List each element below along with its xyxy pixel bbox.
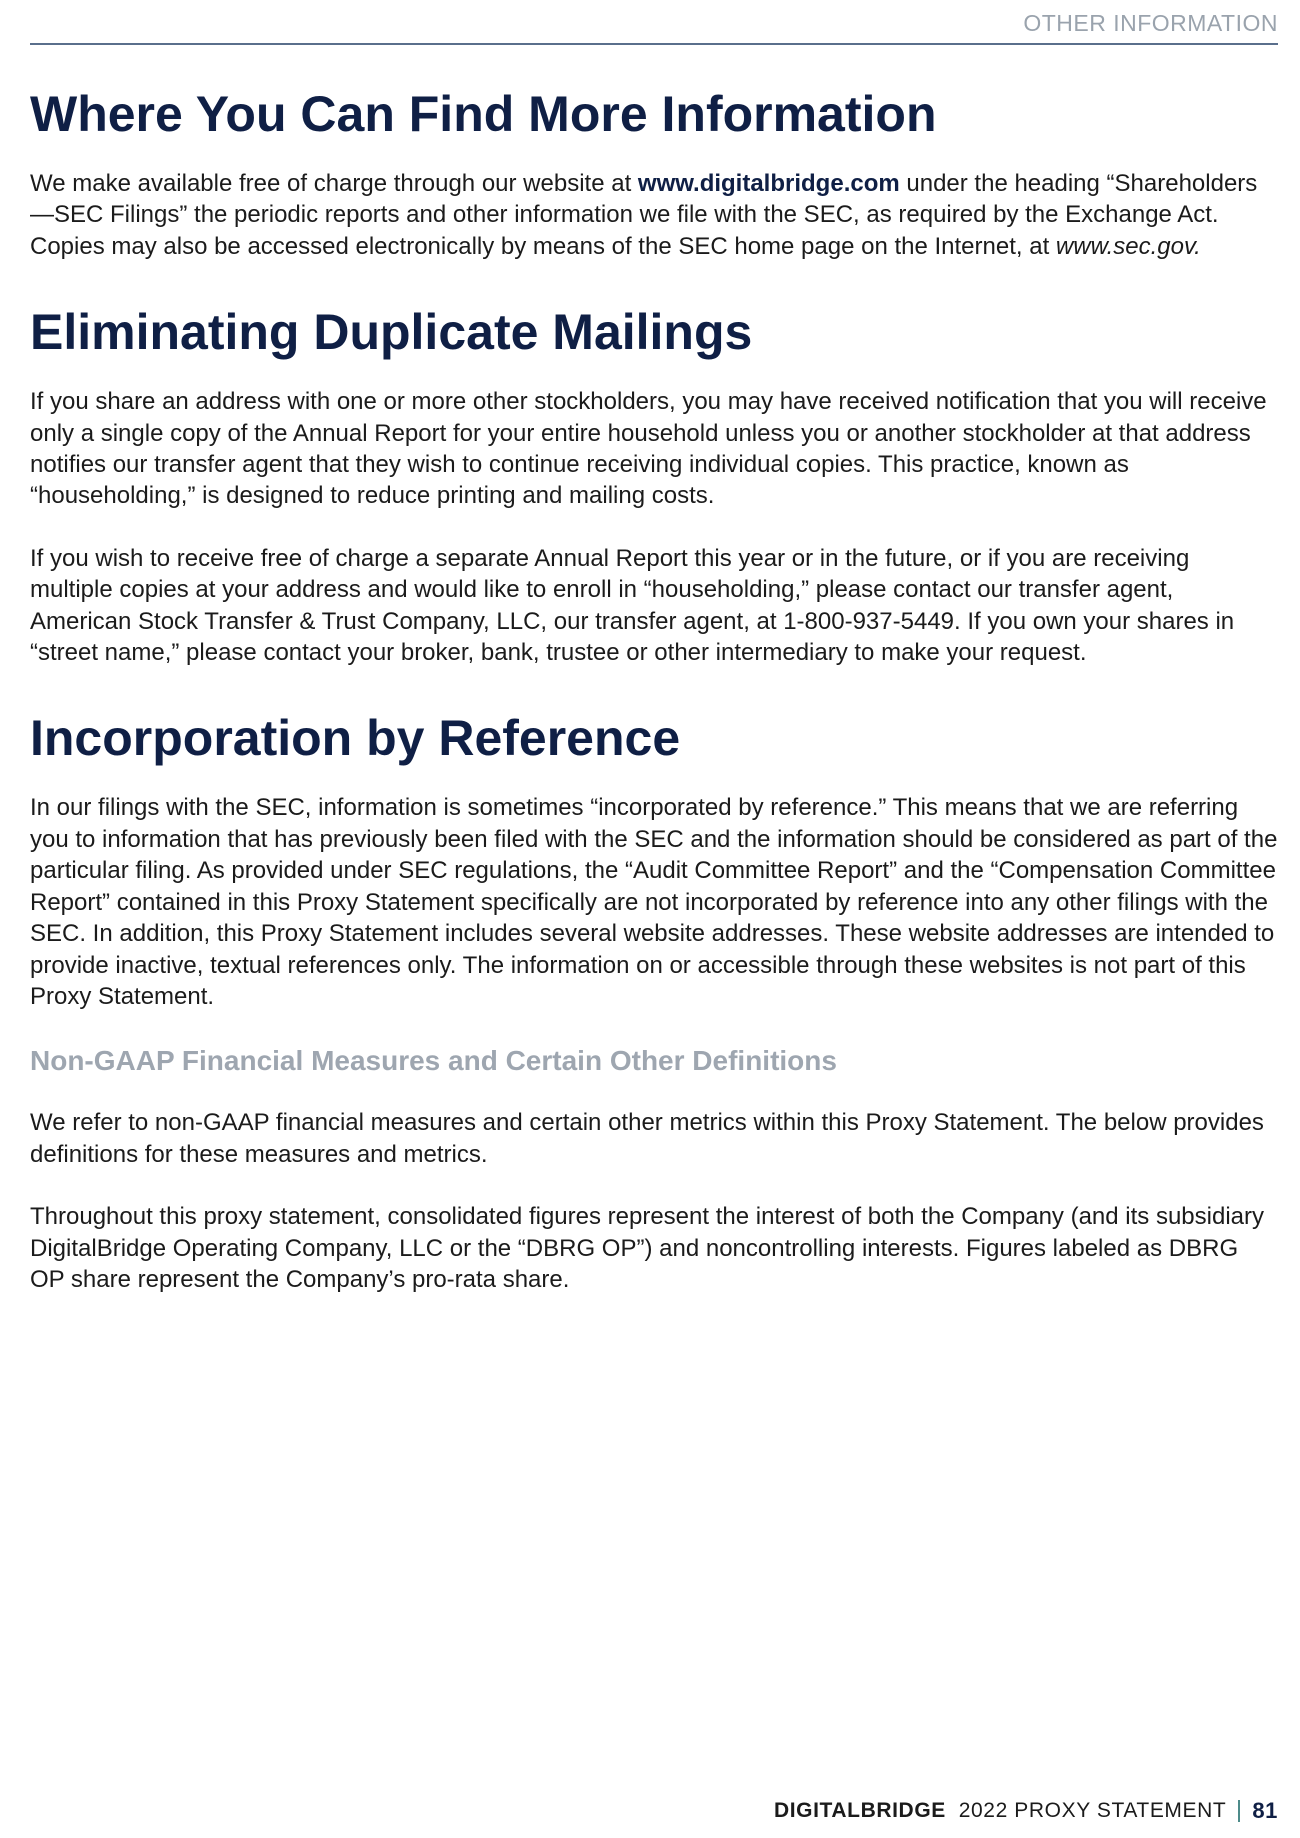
paragraph: Throughout this proxy statement, consolidated figures represent the interest of both the Company (and its subsidiary DigitalBridge Operating Company, LLC or the “DBRG OP”) and noncontrolling interests. Figures labeled as DBRG OP share represent the Company’s pro-rata share. [30, 1203, 1265, 1293]
section-title: Where You Can Find More Information [30, 86, 937, 142]
paragraph-text: under the heading “Shareholders—SEC Filings” the periodic reports and other information we file with the SEC, as required by the Exchange Act. Copies may also be accessed electronically by means of the SEC home page on the Internet, at [30, 170, 1258, 260]
header-rule [30, 43, 1278, 45]
document-page [30, 0, 1278, 1838]
page-number: 81 [1252, 1798, 1278, 1823]
section-non-gaap [30, 1043, 1278, 1295]
page-content [30, 82, 1278, 1295]
subsection-title: Non-GAAP Financial Measures and Certain Other Definitions [30, 1045, 837, 1077]
page-footer [774, 1798, 1278, 1824]
section-duplicate-mailings [30, 300, 1278, 668]
paragraph: We refer to non-GAAP financial measures and certain other metrics within this Proxy Statement. The below provides definitions for these measures and metrics. [30, 1109, 1264, 1168]
paragraph: In our filings with the SEC, information is sometimes “incorporated by reference.” This means that we are referring you to information that has previously been filed with the SEC and the information should be considered as part of the particular filing. As provided under SEC regulations, the “Audit Committee Report” and the “Compensation Committee Report” contained in this Proxy Statement specifically are not incorporated by reference into any other filings with the SEC. In addition, this Proxy Statement includes several website addresses. These website addresses are intended to provide inactive, textual references only. The information on or accessible through these websites is not part of this Proxy Statement. [30, 794, 1278, 1010]
paragraph [30, 168, 1278, 262]
running-head: OTHER INFORMATION [1023, 10, 1278, 36]
footer-document-title [774, 1799, 1226, 1823]
section-incorporation-by-reference [30, 706, 1278, 1012]
section-title: Eliminating Duplicate Mailings [30, 304, 753, 361]
digitalbridge-website-link[interactable]: www.digitalbridge.com [637, 170, 900, 197]
footer-brand: DIGITALBRIDGE [773, 1799, 946, 1822]
section-title: Incorporation by Reference [30, 710, 681, 767]
footer-separator [1238, 1800, 1240, 1822]
paragraph: If you share an address with one or more other stockholders, you may have received notification that you will receive only a single copy of the Annual Report for your entire household unless you or another stockholder at that address notifies our transfer agent that they wish to continue receiving individual copies. This practice, known as “householding,” is designed to reduce printing and mailing costs. [30, 388, 1267, 510]
footer-document: 2022 PROXY STATEMENT [958, 1799, 1227, 1822]
section-more-information [30, 82, 1278, 262]
paragraph: If you wish to receive free of charge a separate Annual Report this year or in the future, or if you are receiving multiple copies at your address and would like to enroll in “householding,” please contact our transfer agent, American Stock Transfer & Trust Company, LLC, our transfer agent, at 1-800-937-5449. If you own your shares in “street name,” please contact your broker, bank, trustee or other intermediary to make your request. [30, 544, 1235, 667]
paragraph-text: We make available free of charge through our website at [30, 170, 638, 197]
sec-website-link[interactable]: www.sec.gov. [1055, 232, 1201, 260]
